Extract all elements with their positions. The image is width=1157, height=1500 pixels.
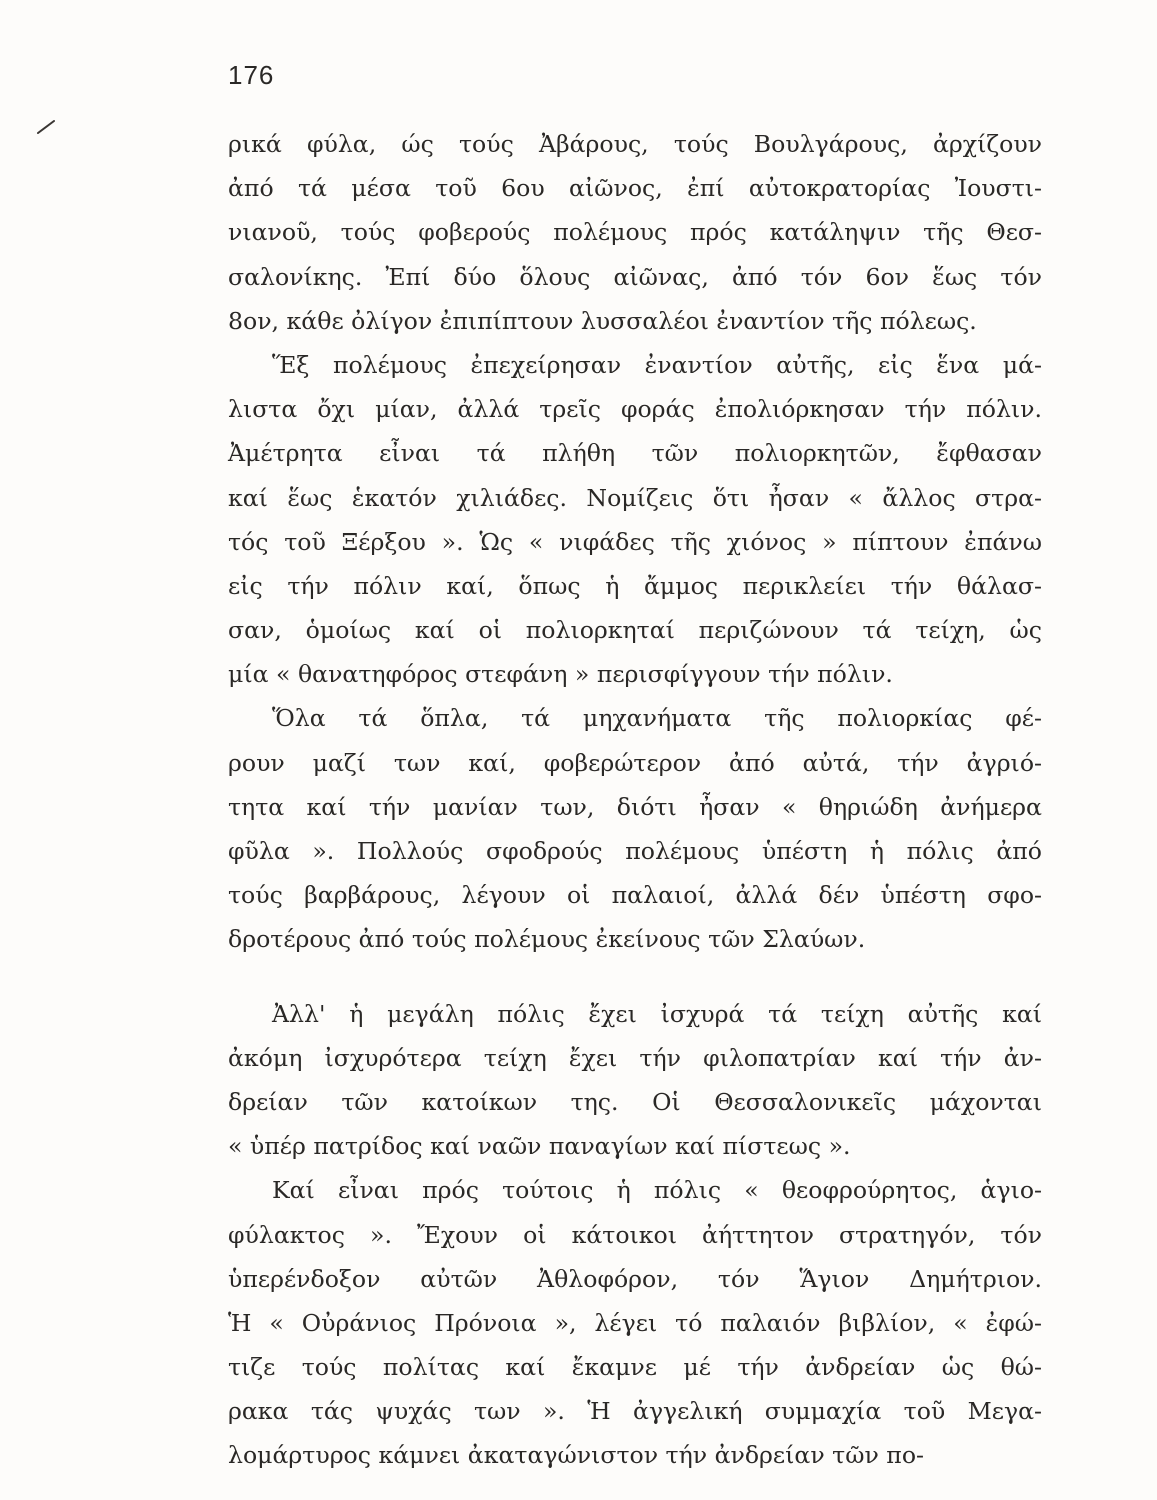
text-line: ρουν μαζί των καί, φοβερώτερον ἀπό αὐτά, τήν ἀγριό-: [228, 748, 1042, 777]
text-line: Ἡ « Οὐράνιος Πρόνοια », λέγει τό παλαιόν βιβλίον, « ἐφώ-: [228, 1308, 1042, 1337]
stray-pen-mark: [36, 118, 56, 136]
text-line: Ἕξ πολέμους ἐπεχείρησαν ἐναντίον αὐτῆς, εἰς ἕνα μά-: [272, 350, 1042, 379]
text-line: Καί εἶναι πρός τούτοις ἡ πόλις « θεοφρούρητος, ἁγιο-: [272, 1176, 1042, 1205]
text-line: Ἀλλ' ἡ μεγάλη πόλις ἔχει ἰσχυρά τά τείχη αὐτῆς καί: [272, 999, 1042, 1028]
text-line: ἀκόμη ἰσχυρότερα τείχη ἔχει τήν φιλοπατρίαν καί τήν ἀν-: [228, 1043, 1042, 1072]
text-line: μία « θανατηφόρος στεφάνη » περισφίγγουν τήν πόλιν.: [228, 660, 893, 689]
text-line: τιζε τούς πολίτας καί ἔκαμνε μέ τήν ἀνδρείαν ὡς θώ-: [228, 1353, 1042, 1382]
text-line: φῦλα ». Πολλούς σφοδρούς πολέμους ὑπέστη ἡ πόλις ἀπό: [228, 837, 1042, 865]
paragraph: [228, 1168, 1042, 1477]
text-line: τός τοῦ Ξέρξου ». Ὡς « νιφάδες τῆς χιόνος » πίπτουν ἐπάνω: [228, 527, 1042, 556]
text-line: λιστα ὄχι μίαν, ἀλλά τρεῖς φοράς ἐπολιόρκησαν τήν πόλιν.: [228, 395, 1042, 424]
text-line: σαν, ὁμοίως καί οἱ πολιορκηταί περιζώνουν τά τείχη, ὡς: [228, 616, 1042, 645]
body-text: [228, 122, 1042, 1478]
paragraph-spacer: [228, 962, 1042, 992]
text-line: νιανοῦ, τούς φοβερούς πολέμους πρός κατάληψιν τῆς Θεσ-: [228, 218, 1042, 247]
text-line: δροτέρους ἀπό τούς πολέμους ἐκείνους τῶν Σλαύων.: [228, 925, 866, 954]
text-line: τούς βαρβάρους, λέγουν οἱ παλαιοί, ἀλλά δέν ὑπέστη σφο-: [228, 881, 1042, 910]
text-line: καί ἕως ἑκατόν χιλιάδες. Νομίζεις ὅτι ἦσαν « ἄλλος στρα-: [228, 483, 1042, 512]
text-line: δρείαν τῶν κατοίκων της. Οἱ Θεσσαλονικεῖς μάχονται: [228, 1087, 1042, 1116]
text-line: λομάρτυρος κάμνει ἀκαταγώνιστον τήν ἀνδρείαν τῶν πο-: [228, 1441, 924, 1470]
text-line: ἀπό τά μέσα τοῦ 6ου αἰῶνος, ἐπί αὐτοκρατορίας Ἰουστι-: [228, 174, 1042, 203]
text-line: 8ον, κάθε ὀλίγον ἐπιπίπτουν λυσσαλέοι ἐναντίον τῆς πόλεως.: [228, 306, 977, 335]
paragraph: [228, 343, 1042, 697]
text-line: « ὑπέρ πατρίδος καί ναῶν παναγίων καί πίστεως ».: [228, 1132, 851, 1161]
text-line: τητα καί τήν μανίαν των, διότι ἦσαν « θηριώδη ἀνήμερα: [228, 792, 1042, 821]
paragraph: [228, 992, 1042, 1169]
text-line: ρικά φύλα, ώς τούς Ἀβάρους, τούς Βουλγάρους, ἀρχίζουν: [228, 130, 1042, 158]
page-number: 176: [228, 60, 275, 90]
paragraph: [228, 696, 1042, 961]
paragraph: [228, 122, 1042, 343]
text-line: σαλονίκης. Ἐπί δύο ὅλους αἰῶνας, ἀπό τόν 6ον ἕως τόν: [228, 262, 1042, 291]
text-line: Ἀμέτρητα εἶναι τά πλήθη τῶν πολιορκητῶν, ἔφθασαν: [228, 439, 1042, 468]
text-line: εἰς τήν πόλιν καί, ὅπως ἡ ἄμμος περικλείει τήν θάλασ-: [228, 571, 1042, 600]
text-line: ὑπερένδοξον αὐτῶν Ἀθλοφόρον, τόν Ἅγιον Δημήτριον.: [228, 1264, 1042, 1293]
text-line: Ὅλα τά ὅπλα, τά μηχανήματα τῆς πολιορκίας φέ-: [272, 704, 1042, 733]
text-line: φύλακτος ». Ἔχουν οἱ κάτοικοι ἀήττητον στρατηγόν, τόν: [228, 1220, 1042, 1249]
text-line: ρακα τάς ψυχάς των ». Ἡ ἀγγελική συμμαχία τοῦ Μεγα-: [228, 1397, 1042, 1426]
